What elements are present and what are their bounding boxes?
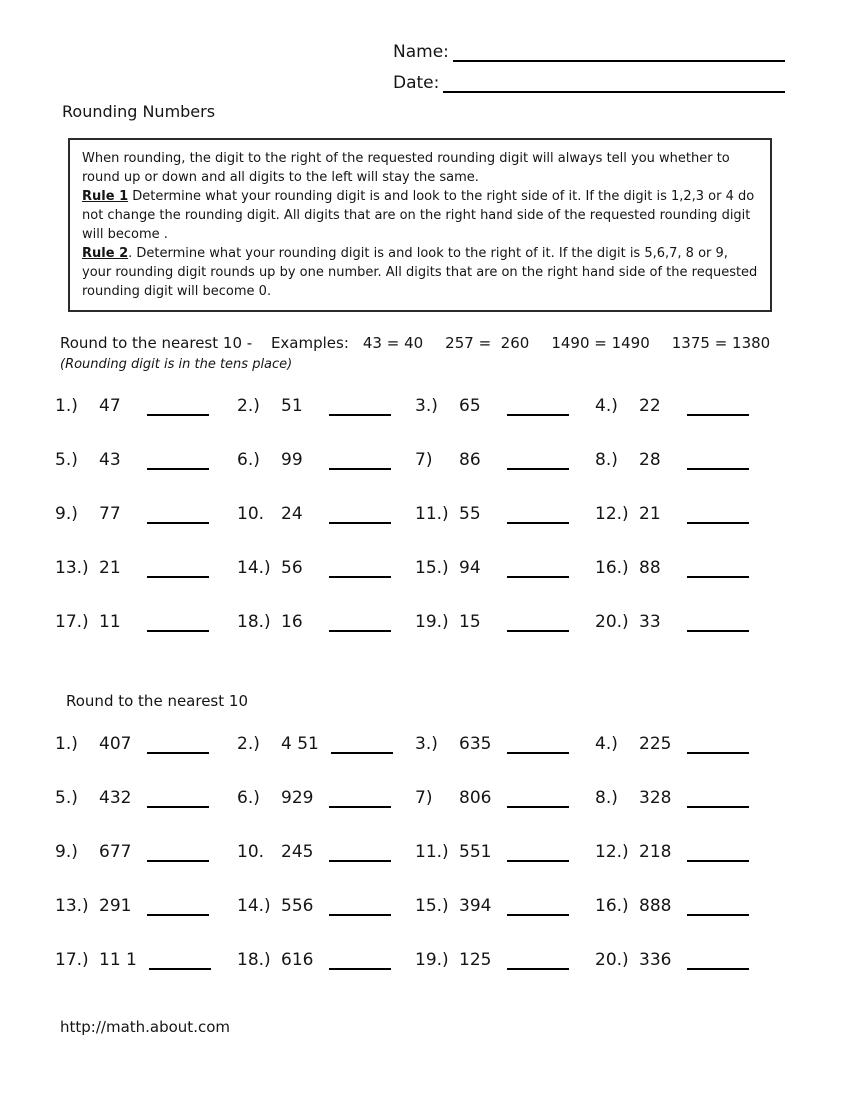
problem-item bbox=[237, 731, 415, 754]
problem-number: 17.) bbox=[55, 950, 89, 970]
answer-blank[interactable] bbox=[147, 842, 209, 862]
date-field-row bbox=[393, 69, 785, 93]
problem-number: 18.) bbox=[237, 950, 271, 970]
problem-value: 394 bbox=[459, 896, 492, 916]
problem-value: 677 bbox=[99, 842, 132, 862]
answer-blank[interactable] bbox=[687, 450, 749, 470]
problem-value: 55 bbox=[459, 504, 481, 524]
problem-item bbox=[237, 393, 415, 416]
problem-number: 17.) bbox=[55, 612, 89, 632]
problem-number: 12.) bbox=[595, 504, 629, 524]
problem-value: 21 bbox=[639, 504, 661, 524]
problem-item bbox=[55, 609, 237, 632]
rule-2 bbox=[82, 244, 758, 301]
problem-number: 7) bbox=[415, 450, 433, 470]
answer-blank[interactable] bbox=[507, 896, 569, 916]
problem-item bbox=[595, 785, 797, 808]
problem-item bbox=[237, 947, 415, 970]
problem-number: 11.) bbox=[415, 504, 449, 524]
problem-item bbox=[55, 447, 237, 470]
problem-number: 2.) bbox=[237, 734, 260, 754]
problem-number: 10. bbox=[237, 504, 265, 524]
problem-number: 8.) bbox=[595, 788, 618, 808]
problem-item bbox=[415, 555, 595, 578]
problem-item bbox=[595, 393, 797, 416]
problem-item bbox=[595, 947, 797, 970]
problem-value: 51 bbox=[281, 396, 303, 416]
problem-number: 11.) bbox=[415, 842, 449, 862]
problem-item bbox=[595, 839, 797, 862]
problem-number: 19.) bbox=[415, 612, 449, 632]
problem-value: 125 bbox=[459, 950, 492, 970]
problem-value: 11 bbox=[99, 612, 121, 632]
examples-list bbox=[363, 334, 770, 352]
problem-value: 328 bbox=[639, 788, 672, 808]
problem-value: 47 bbox=[99, 396, 121, 416]
answer-blank[interactable] bbox=[147, 504, 209, 524]
problem-number: 19.) bbox=[415, 950, 449, 970]
problem-value: 22 bbox=[639, 396, 661, 416]
problem-value: 888 bbox=[639, 896, 672, 916]
problem-number: 5.) bbox=[55, 788, 78, 808]
answer-blank[interactable] bbox=[147, 612, 209, 632]
answer-blank[interactable] bbox=[329, 450, 391, 470]
problem-value: 225 bbox=[639, 734, 672, 754]
answer-blank[interactable] bbox=[147, 896, 209, 916]
problem-number: 8.) bbox=[595, 450, 618, 470]
answer-blank[interactable] bbox=[687, 950, 749, 970]
name-line[interactable] bbox=[453, 40, 785, 62]
problem-value: 806 bbox=[459, 788, 492, 808]
rule-2-text: . Determine what your rounding digit is and look to the right of it. If the digit is 5,6,7, 8 or 9, your rounding digit rounds up by one number. All digits that are on the right hand side of the requested rounding digit will become 0. bbox=[82, 246, 758, 299]
problem-value: 432 bbox=[99, 788, 132, 808]
example-item: 1490 = 1490 bbox=[551, 334, 650, 352]
problem-number: 14.) bbox=[237, 896, 271, 916]
answer-blank[interactable] bbox=[329, 612, 391, 632]
examples-label: Examples: bbox=[270, 334, 349, 352]
problem-value: 291 bbox=[99, 896, 132, 916]
answer-blank[interactable] bbox=[329, 558, 391, 578]
example-item: 1375 = 1380 bbox=[671, 334, 771, 352]
problem-number: 5.) bbox=[55, 450, 78, 470]
answer-blank[interactable] bbox=[147, 396, 209, 416]
problem-item bbox=[237, 609, 415, 632]
problem-number: 15.) bbox=[415, 558, 449, 578]
problem-item bbox=[237, 501, 415, 524]
problem-number: 10. bbox=[237, 842, 265, 862]
rules-intro: When rounding, the digit to the right of the requested rounding digit will always tell you whether to round up or down and all digits to the left will stay the same. bbox=[82, 151, 730, 185]
footer-url: http://math.about.com bbox=[60, 1018, 230, 1036]
problem-number: 3.) bbox=[415, 396, 438, 416]
problem-item bbox=[415, 501, 595, 524]
problem-item bbox=[415, 393, 595, 416]
problem-item bbox=[55, 947, 237, 970]
section1-subnote: (Rounding digit is in the tens place) bbox=[60, 357, 293, 372]
problem-item bbox=[415, 447, 595, 470]
example-item: 43 = 40 bbox=[362, 334, 424, 352]
answer-blank[interactable] bbox=[329, 504, 391, 524]
answer-blank[interactable] bbox=[147, 450, 209, 470]
answer-blank[interactable] bbox=[329, 842, 391, 862]
name-field-row bbox=[393, 38, 785, 62]
problem-value: 407 bbox=[99, 734, 132, 754]
answer-blank[interactable] bbox=[329, 950, 391, 970]
rule-1-text: Determine what your rounding digit is and look to the right side of it. If the digit is 1,2,3 or 4 do not change the rounding digit. All digits that are on the right hand side of the requested rounding digit will become . bbox=[82, 189, 755, 242]
problem-number: 9.) bbox=[55, 842, 78, 862]
rules-box bbox=[68, 138, 772, 312]
rule-1 bbox=[82, 187, 758, 244]
problem-number: 7) bbox=[415, 788, 433, 808]
answer-blank[interactable] bbox=[507, 734, 569, 754]
page-title: Rounding Numbers bbox=[62, 102, 216, 121]
problem-number: 3.) bbox=[415, 734, 438, 754]
problem-number: 1.) bbox=[55, 396, 78, 416]
problem-value: 551 bbox=[459, 842, 492, 862]
answer-blank[interactable] bbox=[687, 612, 749, 632]
problem-value: 218 bbox=[639, 842, 672, 862]
date-line[interactable] bbox=[443, 71, 785, 93]
problem-number: 14.) bbox=[237, 558, 271, 578]
answer-blank[interactable] bbox=[329, 896, 391, 916]
problem-number: 4.) bbox=[595, 396, 618, 416]
problem-value: 21 bbox=[99, 558, 121, 578]
problem-value: 15 bbox=[459, 612, 481, 632]
problem-value: 245 bbox=[281, 842, 314, 862]
header-fields bbox=[393, 38, 785, 100]
answer-blank[interactable] bbox=[331, 734, 393, 754]
problem-number: 4.) bbox=[595, 734, 618, 754]
problem-item bbox=[55, 839, 237, 862]
section2-heading: Round to the nearest 10 bbox=[66, 692, 248, 710]
problem-value: 929 bbox=[281, 788, 314, 808]
problem-item bbox=[595, 609, 797, 632]
problem-value: 86 bbox=[459, 450, 481, 470]
answer-blank[interactable] bbox=[507, 612, 569, 632]
answer-blank[interactable] bbox=[147, 734, 209, 754]
answer-blank[interactable] bbox=[687, 396, 749, 416]
date-label: Date: bbox=[393, 73, 440, 93]
problem-item bbox=[55, 555, 237, 578]
problem-item bbox=[595, 555, 797, 578]
problem-value: 635 bbox=[459, 734, 492, 754]
problem-item bbox=[595, 893, 797, 916]
section1-heading bbox=[60, 334, 770, 352]
problem-item bbox=[595, 501, 797, 524]
problem-number: 2.) bbox=[237, 396, 260, 416]
answer-blank[interactable] bbox=[149, 950, 211, 970]
problem-item bbox=[415, 839, 595, 862]
problem-value: 56 bbox=[281, 558, 303, 578]
problem-item bbox=[237, 839, 415, 862]
problem-value: 77 bbox=[99, 504, 121, 524]
answer-blank[interactable] bbox=[329, 396, 391, 416]
problem-item bbox=[237, 785, 415, 808]
problem-value: 65 bbox=[459, 396, 481, 416]
answer-blank[interactable] bbox=[507, 504, 569, 524]
problem-item bbox=[595, 447, 797, 470]
problem-number: 1.) bbox=[55, 734, 78, 754]
problem-item bbox=[55, 501, 237, 524]
problem-item bbox=[55, 893, 237, 916]
problem-number: 16.) bbox=[595, 558, 629, 578]
problem-value: 24 bbox=[281, 504, 303, 524]
problem-item bbox=[415, 947, 595, 970]
problem-item bbox=[237, 555, 415, 578]
problem-item bbox=[55, 731, 237, 754]
problem-item bbox=[415, 609, 595, 632]
problem-item bbox=[55, 393, 237, 416]
answer-blank[interactable] bbox=[687, 842, 749, 862]
problem-item bbox=[237, 447, 415, 470]
problem-number: 6.) bbox=[237, 788, 260, 808]
answer-blank[interactable] bbox=[507, 788, 569, 808]
problem-number: 12.) bbox=[595, 842, 629, 862]
answer-blank[interactable] bbox=[507, 396, 569, 416]
problem-item bbox=[55, 785, 237, 808]
problem-value: 336 bbox=[639, 950, 672, 970]
problem-number: 15.) bbox=[415, 896, 449, 916]
answer-blank[interactable] bbox=[687, 558, 749, 578]
problem-item bbox=[595, 731, 797, 754]
problem-value: 4 51 bbox=[281, 734, 319, 754]
answer-blank[interactable] bbox=[687, 896, 749, 916]
problem-number: 18.) bbox=[237, 612, 271, 632]
problem-value: 11 1 bbox=[99, 950, 137, 970]
problem-item bbox=[415, 785, 595, 808]
answer-blank[interactable] bbox=[147, 558, 209, 578]
problem-number: 16.) bbox=[595, 896, 629, 916]
answer-blank[interactable] bbox=[147, 788, 209, 808]
answer-blank[interactable] bbox=[507, 558, 569, 578]
problem-number: 9.) bbox=[55, 504, 78, 524]
problem-value: 99 bbox=[281, 450, 303, 470]
section1-heading-text: Round to the nearest 10 - bbox=[60, 334, 257, 352]
problem-number: 13.) bbox=[55, 558, 89, 578]
problem-number: 20.) bbox=[595, 612, 629, 632]
problem-item bbox=[237, 893, 415, 916]
problem-number: 20.) bbox=[595, 950, 629, 970]
answer-blank[interactable] bbox=[507, 450, 569, 470]
example-item: 257 = 260 bbox=[445, 334, 530, 352]
problem-value: 33 bbox=[639, 612, 661, 632]
answer-blank[interactable] bbox=[687, 734, 749, 754]
problem-number: 6.) bbox=[237, 450, 260, 470]
answer-blank[interactable] bbox=[507, 950, 569, 970]
answer-blank[interactable] bbox=[687, 788, 749, 808]
rule-2-label: Rule 2 bbox=[82, 246, 129, 261]
problem-value: 28 bbox=[639, 450, 661, 470]
name-label: Name: bbox=[393, 42, 449, 62]
problem-value: 556 bbox=[281, 896, 314, 916]
section2-problem-grid bbox=[55, 731, 797, 970]
section1-problem-grid bbox=[55, 393, 797, 632]
problem-item bbox=[415, 893, 595, 916]
problem-value: 43 bbox=[99, 450, 121, 470]
problem-number: 13.) bbox=[55, 896, 89, 916]
problem-value: 616 bbox=[281, 950, 314, 970]
answer-blank[interactable] bbox=[507, 842, 569, 862]
rule-1-label: Rule 1 bbox=[82, 189, 129, 204]
problem-item bbox=[415, 731, 595, 754]
answer-blank[interactable] bbox=[687, 504, 749, 524]
problem-value: 94 bbox=[459, 558, 481, 578]
answer-blank[interactable] bbox=[329, 788, 391, 808]
problem-value: 16 bbox=[281, 612, 303, 632]
problem-value: 88 bbox=[639, 558, 661, 578]
